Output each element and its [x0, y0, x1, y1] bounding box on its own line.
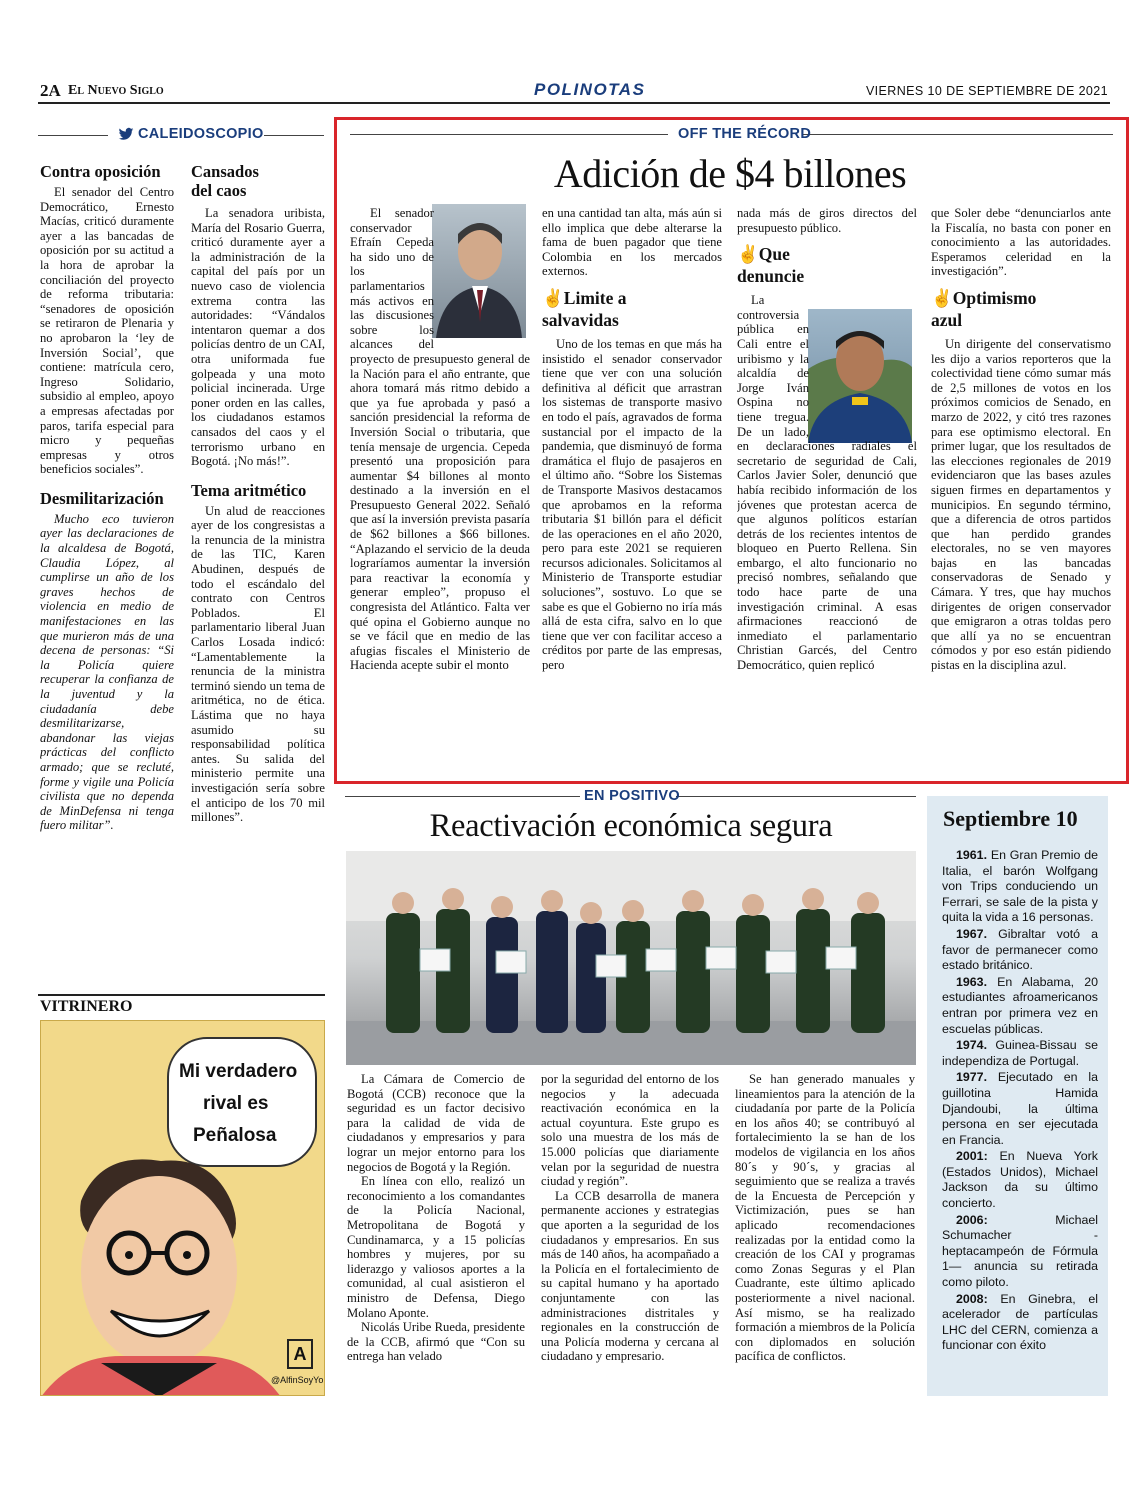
- efemeride-item: 1961. En Gran Premio de Italia, el barón Wolfgang von Trips conduciendo un Ferrari, se sale de la pista y quita la vida a 16 personas.: [942, 848, 1098, 925]
- subhead-victory-icon: ✌: [737, 244, 759, 265]
- off-record-column-1-wrap: [434, 206, 530, 342]
- article-cepeda-adicion: El senador conservador Efraín Cepeda ha sido uno de los parlamentarios más activos en las discusiones sobre los alcances del proyecto de presupuesto general de la Nación para el año entrante, que ahora tomará más ritmo debido a que ya fue aprobada y pasó a sanción presidencial la reforma de Inversión Social o tributaria, que tenía mensaje de urgencia. Cepeda presentó una proposición para aumentar $4 billones al monto destinado a la inversión en el Presupuesto General 2022. Señaló que así la inversión prevista pasaría de $62 billones a $66 billones. “Aplazando el servicio de la deuda lograríamos aumentar la inversión para reactivar la economía y generar empleo”, propuso el congresista del Atlántico. Falta ver qué opina el Gobierno aunque no se ve fácil que en medio de las afugias fiscales el Ministerio de Hacienda acepte subir el monto: [350, 206, 530, 673]
- headline-optimismo: Optimismo: [952, 287, 1037, 308]
- cartoon-credit: @AlfinSoyYo: [271, 1375, 324, 1385]
- efemeride-item: 2006: Michael Schumacher -heptacampeón de Fórmula 1— anuncia su retirada como piloto.: [942, 1212, 1098, 1290]
- headline-cansados-2: del caos: [191, 181, 247, 200]
- subhead-victory-icon: ✌: [931, 287, 953, 308]
- cartoon-logo-icon: A: [287, 1339, 313, 1369]
- page-number: 2A: [40, 81, 61, 100]
- efemerides-title: Septiembre 10: [943, 806, 1078, 831]
- headline-que: Que: [758, 244, 790, 265]
- efemeride-item: 1963. En Alabama, 20 estudiantes afroamericanos entran por primera vez en escuelas públicas.: [942, 974, 1098, 1036]
- efemerides-box: [927, 796, 1108, 1396]
- efemeride-item: 2001: En Nueva York (Estados Unidos), Michael Jackson da su último concierto.: [942, 1149, 1098, 1211]
- cartoon-text-1: Mi verdadero: [179, 1061, 298, 1082]
- vitrinero-label: VITRINERO: [40, 998, 133, 1015]
- headline-limite-salvavidas: [542, 287, 722, 331]
- article-ccb-quote: Nicolás Uribe Rueda, presidente de la CCB, afirmó que “Con su entrega han velado: [347, 1320, 525, 1364]
- cartoon: [40, 1020, 325, 1396]
- photo-police-ceremony: [346, 851, 916, 1065]
- article-denuncie-end: que Soler debe “denunciarlos ante la Fiscalía, no basta con poner en conocimiento a las autoridades. Esperamos celeridad en la investigación”.: [931, 206, 1111, 279]
- article-optimismo-azul: Un dirigente del conservatismo les dijo a varios reporteros que la colectividad tiene cómo sumar más de 2,5 millones de votos en los próximos comicios de Senado, en marzo de 2022, y citó tres razones para ese optimismo electoral. En primer lugar, que los resultados de las elecciones regionales de 2019 evidenciaron que las bases azules siguen firmes en departamentos y municipios. En segundo término, que a diferencia de otros partidos que han perdido grandes electorales, no se ven mayores bajas en las bancadas conservadoras de Senado y Cámara. Y tres, que hay muchos dirigentes de origen conservador que emigraron a otras toldas pero que allí ya no se encuentran cómodos y por eso están pidiendo pistas en la disciplina azul.: [931, 336, 1111, 673]
- off-record-column-1: [350, 206, 530, 761]
- headline-desmilitarizacion: Desmilitarización: [40, 488, 164, 508]
- cartoon-text-2: rival es: [203, 1093, 269, 1114]
- subhead-victory-icon: ✌: [542, 287, 564, 308]
- headline-denuncie: denuncie: [737, 266, 805, 287]
- efemeride-item: 1977. Ejecutado en la guillotina Hamida Djandoubi, la última persona en ser ejecutada en Francia.: [942, 1070, 1098, 1147]
- article-que-denuncie: La controversia pública en Cali entre el uribismo y la alcaldía de Jorge Iván Ospina no tiene tregua. De un lado, en declaraciones radiales el secretario de seguridad de Cali, Carlos Javier Soler, denunció que había recibido información de los jóvenes que protestan acerca de que algunos políticos estarían detrás de los recientes intentos de bloqueo en Puerto Rellena. Sin embargo, el alto funcionario no precisó nombres, señalando que todo hace parte de una investigación criminal. A esas afirmaciones reaccionó de inmediato el parlamentario Christian Garcés, del Centro Democrático, quien replicó: [737, 293, 917, 673]
- en-positivo-label: EN POSITIVO: [584, 788, 680, 804]
- off-record-column-4: [931, 206, 1111, 761]
- efemeride-item: 1967. Gibraltar votó a favor de permanecer como estado británico.: [942, 926, 1098, 973]
- efemeride-item: 1974. Guinea-Bissau se independiza de Portugal.: [942, 1038, 1098, 1068]
- article-contra-oposicion: El senador del Centro Democrático, Ernesto Macías, criticó duramente ayer a las bancadas de oposición por su actitud a la hora de aprobar la conciliación del proyecto de reforma tributaria: “senadores de oposición se retiraron de Plenaria y no aprobaron la ‘ley de Inversión Social’, que contiene: matrícula cero, Ingreso Solidario, subsidio al empleo, apoyo a empresas afectadas por paros, tarifa especial para micro y pequeñas empresas y otros beneficios sociales”.: [40, 185, 174, 477]
- efemerides-list: [942, 848, 1098, 1355]
- headline-limite-a: Limite a: [563, 287, 627, 308]
- twitter-bird-icon: [118, 126, 134, 142]
- caleidoscopio-label-bar: [38, 126, 323, 144]
- article-desmilitarizacion: Mucho eco tuvieron ayer las declaraciones de la alcaldesa de Bogotá, Claudia López, al cumplirse un año de los graves hechos de violencia en medio de manifestaciones en las que murieron más de una decena de personas: “Si la Policía quiere recuperar la confianza de la juventud y la ciudadanía debe desmilitarizarse, abandonar las viejas prácticas del conflicto armado; que se recluté, forme y vigile una Policía civilista que no dependa de MinDefensa ni tenga fuero militar”.: [40, 511, 174, 833]
- en-positivo-column-2: [541, 1072, 719, 1412]
- vitrinero-rule: [38, 994, 325, 996]
- headline-que-denuncie: [737, 243, 917, 287]
- off-record-column-3: [737, 206, 917, 761]
- en-positivo-column-1: [347, 1072, 525, 1412]
- headline-optimismo-azul: [931, 287, 1111, 331]
- article-ccb-manuales: Se han generado manuales y lineamientos para la atención de la ciudadanía por parte de la Policía en los años 40; se contribuyó al fortalecimiento la se han de los modelos de vigilancia en los años 80´s y 90´s, y gracias al seguimiento que se realiza a través de la Encuesta de Percepción y Victimización, pues se han aplicado recomendaciones realizadas por la entidad como la creación de los CAI y programas como Zonas Seguras y el Plan Cuadrante, este último aplicado posteriormente a nivel nacional. Así mismo, se ha realizado formación a miembros de la Policía con diplomados en solución pacífica de conflictos.: [735, 1072, 915, 1364]
- issue-date: VIERNES 10 DE SEPTIEMBRE DE 2021: [865, 84, 1108, 98]
- off-record-column-2: [542, 206, 722, 761]
- cartoon-text-3: Peñalosa: [193, 1125, 277, 1146]
- off-the-record-title: Adición de $4 billones: [553, 151, 907, 196]
- header-rule: [38, 102, 1110, 104]
- article-ccb-acciones: La CCB desarrolla de manera permanente acciones y estrategias que aporten a la seguridad de los ciudadanos y empresarios. En sus más de 140 años, ha acompañado a la Policía en el fortalecimiento de su capital humano y ha aportado conjuntamente con las administraciones distritales y regionales en la construcción de una Policía moderna y cercana al ciudadano y empresario.: [541, 1188, 719, 1364]
- en-positivo-title: Reactivación económica segura: [429, 808, 833, 844]
- headline-cansados-1: Cansados: [191, 162, 259, 181]
- article-cepeda-end: nada más de giros directos del presupuesto público.: [737, 206, 917, 235]
- cartoon-caricature-icon: [41, 1131, 281, 1396]
- off-record-column-3-wrap: [809, 293, 917, 431]
- off-the-record-label: OFF THE RÉCORD: [678, 126, 812, 142]
- page-header: [38, 80, 1110, 102]
- article-tema-aritmetico: Un alud de reacciones ayer de los congresistas a la renuncia de la ministra de las TIC, Karen Abudinen, después de todo el escándalo del contrato con Centros Poblados. El parlamentario liberal Juan Carlos Losada indicó: “Lamentablemente la renuncia de la ministra terminó siendo un tema de aritmética, no de ética. Lástima que no haya asumido su responsabilidad política antes. Su salida del ministerio permite una investigación sería sobre el anticipo de los 70 mil millones”.: [191, 503, 325, 825]
- caleidoscopio-label: CALEIDOSCOPIO: [138, 126, 264, 142]
- en-positivo-column-3: [735, 1072, 915, 1412]
- efemeride-item: 2008: En Ginebra, el acelerador de partículas LHC del CERN, comienza a funcionar con éxito: [942, 1291, 1098, 1353]
- section-name: POLINOTAS: [534, 80, 646, 99]
- headline-tema-aritmetico: Tema aritmético: [191, 480, 307, 500]
- article-limite-salvavidas: Uno de los temas en que más ha insistido el senador conservador tiene que ver con una solución definitiva al déficit que arrastran los sistemas de transporte masivo en todo el país, agravados de forma sustancial por el impacto de la pandemia, que disminuyó de forma dramática el flujo de pasajeros en el último año. “Sobre los Sistemas de Transporte Masivos destacamos que aprobamos en la reforma tributaria $1 billón para el déficit de las operaciones en el año 2020, pero para este 2021 se requieren recursos adicionales. Solicitamos al Ministerio de Transporte estudiar soluciones”, sostuvo. Lo que se sabe es que el Gobierno no iría más allá de esta cifra, salvo en lo que tiene que ver con facilitar acceso a créditos por parte de las empresas, pero: [542, 336, 722, 673]
- headline-contra-oposicion: Contra oposición: [40, 162, 161, 181]
- caleidoscopio-column-2: [191, 160, 325, 980]
- headline-salvavidas: salvavidas: [542, 309, 619, 330]
- caleidoscopio-column-1: [40, 160, 174, 980]
- article-ccb-intro: La Cámara de Comercio de Bogotá (CCB) reconoce que la seguridad es un factor decisivo para la calidad de vida de ciudadanos y empresarios y para lograr un mejor entorno para los negocios de Bogotá y la Región.: [347, 1072, 525, 1174]
- article-cepeda-cont: en una cantidad tan alta, más aún si ello implica que debe alterarse la fama de buen pagador que tiene Colombia en los mercados externos.: [542, 206, 722, 279]
- article-ccb-reconocimiento: En línea con ello, realizó un reconocimiento a los comandantes de la Policía Nacional, Metropolitana de Bogotá y Cundinamarca, y a 15 policías hombres y mujeres, por su liderazgo y valiosos aportes a la comunidad, al cual asistieron el ministro de Defensa, Diego Molano Aponte.: [347, 1174, 525, 1320]
- newspaper-name: El Nuevo Siglo: [68, 83, 164, 98]
- headline-azul: azul: [931, 309, 963, 330]
- article-cansados-del-caos: La senadora uribista, María del Rosario Guerra, criticó duramente ayer a la administración de la capital del país por un nuevo caso de violencia extrema contra las autoridades: “Vándalos intentaron quemar a dos policías dentro de un CAI, otra uniformada fue golpeada y una moto policial incinerada. Urge poner orden en las calles, los ciudadanos estamos cansados del caos y el terrorismo urbano en Bogotá. ¡No más!”.: [191, 206, 325, 469]
- article-ccb-cont: por la seguridad del entorno de los negocios y la adecuada reactivación económica en la actual coyuntura. Este grupo es solo una muestra de los más de 15.000 policías que diariamente velan por la seguridad de nuestra ciudad y región”.: [541, 1072, 719, 1189]
